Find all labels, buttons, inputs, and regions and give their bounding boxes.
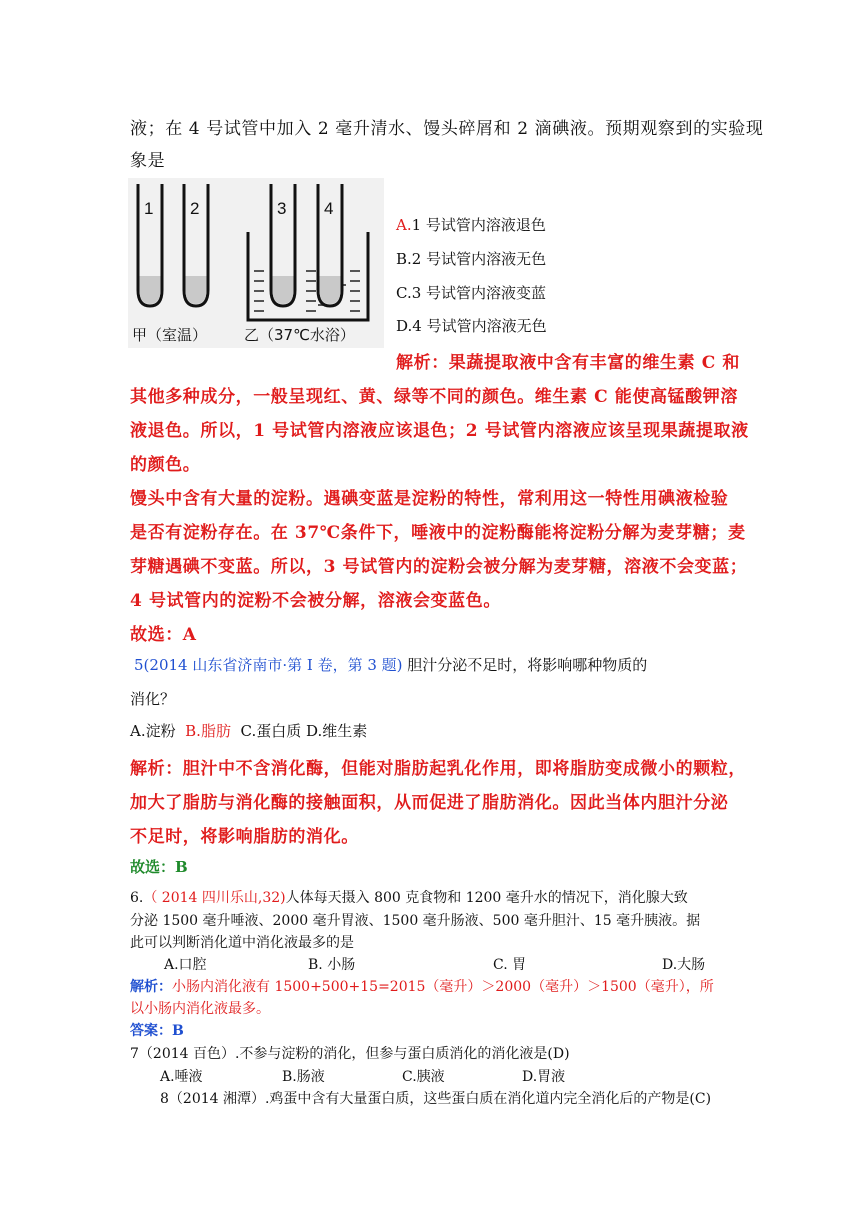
q6-number: 6. [130,890,144,906]
q5-stem-line2: 消化？ [130,690,176,708]
q6-analysis-line2: 以小肠内消化液最多。 [130,1001,270,1017]
test-tube-figure [128,178,384,348]
q4-option-a [396,214,546,235]
q6-option-d: D.大肠 [662,957,706,973]
q7-option-d: D.胃液 [522,1069,566,1085]
tube-label-1: 1 [144,199,154,218]
q8-stem: 8（2014 湘潭）.鸡蛋中含有大量蛋白质，这些蛋白质在消化道内完全消化后的产物是(C) [160,1091,712,1107]
q6-analysis-line1 [130,976,714,996]
q4-option-c: C.3 号试管内溶液变蓝 [396,284,547,302]
q5-analysis-line2: 加大了脂肪与消化酶的接触面积，从而促进了脂肪消化。因此当体内胆汁分泌 [130,793,729,813]
q7-stem: 7（2014 百色）.不参与淀粉的消化，但参与蛋白质消化的消化液是(D) [130,1046,570,1062]
q7-option-b: B.肠液 [282,1069,325,1085]
tube-label-2: 2 [190,199,200,218]
q6-option-c: C. 胃 [493,957,527,973]
q4-analysis-line8: 4 号试管内的淀粉不会被分解，溶液会变蓝色。 [130,591,501,611]
q4-analysis-line4: 的颜色。 [130,455,201,475]
q4-analysis-line1: 解析：果蔬提取液中含有丰富的维生素 C 和 [396,353,740,373]
q4-option-a-letter: A. [396,216,412,234]
q5-stem-text: 胆汁分泌不足时，将影响哪种物质的 [402,656,648,674]
q4-answer: 故选：A [130,625,197,645]
q4-option-d: D.4 号试管内溶液无色 [396,317,547,335]
q5-option-cd: C.蛋白质 D.维生素 [240,722,368,740]
q4-stem-line1: 液；在 4 号试管中加入 2 毫升清水、馒头碎屑和 2 滴碘液。预期观察到的实验现 [130,119,764,139]
figure-caption-left: 甲（室温） [132,326,208,344]
q4-analysis-line5: 馒头中含有大量的淀粉。遇碘变蓝是淀粉的特性，常利用这一特性用碘液检验 [130,489,729,509]
q5-stem-line1 [134,654,647,675]
q7-option-c: C.胰液 [402,1069,445,1085]
q5-answer: 故选：B [130,858,188,876]
figure-caption-right: 乙（37℃水浴） [244,326,355,344]
q6-source: （ 2014 四川乐山,32) [143,890,286,906]
q4-stem-line2: 象是 [130,151,166,171]
q4-option-a-text: 1 号试管内溶液退色 [411,216,546,234]
q5-option-a: A.淀粉 [130,722,176,740]
q7-option-a: A.唾液 [160,1069,203,1085]
q6-stem-line2: 分泌 1500 毫升唾液、2000 毫升胃液、1500 毫升肠液、500 毫升胆汁、15 毫升胰液。据 [130,913,701,929]
q5-source: 5(2014 山东省济南市·第 I 卷，第 3 题) [134,656,403,674]
q6-analysis-text: 小肠内消化液有 1500+500+15=2015（毫升）＞2000（毫升）＞1500（毫升），所 [172,979,714,995]
q4-analysis-line3: 液退色。所以，1 号试管内溶液应该退色；2 号试管内溶液应该呈现果蔬提取液 [130,421,749,441]
tube-label-4: 4 [324,199,334,218]
q4-analysis-line2: 其他多种成分，一般呈现红、黄、绿等不同的颜色。维生素 C 能使高锰酸钾溶 [130,387,738,407]
tube-label-3: 3 [277,199,287,218]
q6-answer: 答案：B [130,1023,184,1039]
q6-stem-line1 [130,887,688,907]
q6-option-b: B. 小肠 [308,957,356,973]
q4-option-b: B.2 号试管内溶液无色 [396,250,547,268]
q4-analysis-line6: 是否有淀粉存在。在 37℃条件下，唾液中的淀粉酶能将淀粉分解为麦芽糖；麦 [130,523,746,543]
q6-stem-text: 人体每天摄入 800 克食物和 1200 毫升水的情况下，消化腺大致 [285,890,688,906]
q5-option-b: B.脂肪 [185,722,231,740]
q5-analysis-line1: 解析：胆汁中不含消化酶，但能对脂肪起乳化作用，即将脂肪变成微小的颗粒， [130,759,746,779]
q6-analysis-label: 解析： [130,979,172,995]
q6-stem-line3: 此可以判断消化道中消化液最多的是 [130,935,354,951]
q5-analysis-line3: 不足时，将影响脂肪的消化。 [130,827,359,847]
q6-option-a: A.口腔 [164,957,207,973]
q4-analysis-line7: 芽糖遇碘不变蓝。所以，3 号试管内的淀粉会被分解为麦芽糖，溶液不会变蓝； [130,557,748,577]
q5-options [130,720,367,741]
